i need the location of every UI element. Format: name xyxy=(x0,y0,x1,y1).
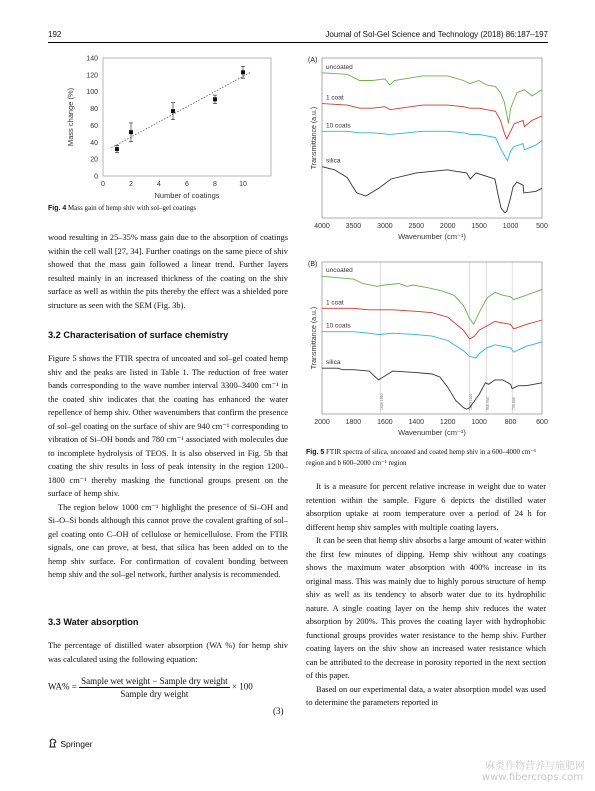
left-para-1-text: wood resulting in 25–35% mass gain due to the absorption of coatings within the cell wall [27, 34]. Further coatings on the same piece of shiv showed that the mass gain followed a linear trend. Further layers resulted mainly in an increased thickness of the coating on the shiv surface as well as within the pits thereby the effect was a shielded pore structure as seen with the SEM (Fig. 3b). xyxy=(48,233,288,310)
fig5a-chart xyxy=(306,50,551,246)
fig5b-series-line xyxy=(322,332,542,358)
eq-fraction xyxy=(79,676,230,699)
eq-numerator: Sample wet weight − Sample dry weight xyxy=(81,676,228,686)
eq-tail: × 100 xyxy=(231,681,253,692)
fig5a-series-label: 10 coats xyxy=(326,122,351,130)
fig5b-series-label: 1 coat xyxy=(326,299,344,307)
left-para-3-text: The region below 1000 cm⁻¹ highlight the presence of Si–OH and Si–O–Si bonds although this cannot prove the covalent grafting of sol–gel coating onto C–OH of cellulose or hemicellulose. From the FTIR signals, one can prove, at best, that silica has been added on to the hemp shiv surface. For confirmation of covalent bonding between hemp shiv and the sol–gel network, further analysis is recommended. xyxy=(48,502,288,579)
equation-number: (3) xyxy=(273,706,284,716)
fig5b-chart xyxy=(306,254,551,442)
fig5b-series-label: silica xyxy=(326,359,341,367)
fig5-caption-label: Fig. 5 xyxy=(306,449,325,456)
fig5b-x-tick-label: 600 xyxy=(536,419,548,426)
left-para-4-text: The percentage of distilled water absorption (WA %) for hemp shiv was calculated using the following equation: xyxy=(48,641,288,664)
fig5b-series-label: 10 coats xyxy=(326,322,351,330)
section-3-3-heading: 3.3 Water absorption xyxy=(48,617,139,627)
watermark-url: www.fibercrops.com xyxy=(481,772,583,783)
fig4-data-point xyxy=(171,109,175,113)
fig5b-x-tick-label: 800 xyxy=(504,419,517,426)
fig5b-y-axis-label: Transmittance (a.u.) xyxy=(311,306,318,370)
fig5a-x-tick-label: 4000 xyxy=(314,223,330,230)
right-para-2-text: It can be seen that hemp shiv absorbs a large amount of water within the first few minutes of dipping. Hemp shiv without any coatings shows the maximum water absorption with 400% increase in its original mass. This was mainly due to highly porous structure of hemp shiv as well as its tendency to absorb water due to its hydrophilic nature. A single coating layer on the hemp shiv reduces the water absorption by 200%. This proves the coating layer with hydrophobic functional groups provides water resistance to the hemp shiv. Further coating layers on the shiv show an increased water resistance which can be attributed to the decrease in porosity reported in the next section of this paper. xyxy=(306,536,546,680)
eq-denominator: Sample dry weight xyxy=(120,689,189,699)
fig5b-series-label: uncoated xyxy=(326,267,353,275)
fig5b-peak-annotation: 1630 1650 xyxy=(380,393,385,410)
fig4-caption xyxy=(48,203,288,214)
fig5a-series-label: uncoated xyxy=(326,63,353,71)
fig4-y-tick-label: 80 xyxy=(90,106,98,114)
fig4-data-point xyxy=(115,147,119,151)
fig5b-x-tick-label: 1400 xyxy=(408,419,425,426)
fig5a-x-tick-label: 500 xyxy=(536,223,548,230)
right-para-3-text: Based on our experimental data, a water absorption model was used to determine the parameters reported in xyxy=(306,684,546,707)
fig4-data-point xyxy=(213,97,217,101)
watermark-cn: 麻类作物营养与施肥网 xyxy=(485,761,585,772)
fig4-plot-frame xyxy=(103,58,271,176)
right-para-1-text: It is a measure for percent relative increase in weight due to water retention within the sample. Figure 6 depicts the distilled water absorption uptake at room temperature over a period of 24 h for different hemp shiv samples with multiple coating layers. xyxy=(306,482,546,532)
fig4-chart xyxy=(58,52,283,200)
springer-horse-icon xyxy=(48,738,58,748)
fig5b-peak-annotation: 790 800 xyxy=(512,397,517,410)
fig4-x-tick-label: 6 xyxy=(185,181,189,188)
fig4-x-tick-label: 10 xyxy=(239,181,247,188)
fig5-caption-text: FTIR spectra of silica, uncoated and coated hemp shiv in a 600–4000 cm⁻¹ region and b 600–2000 cm⁻¹ region xyxy=(306,448,537,467)
fig4-trendline xyxy=(111,72,251,148)
fig5a-panel-label: (A) xyxy=(308,57,318,64)
fig5a-series-line xyxy=(322,131,542,160)
fig4-x-tick-label: 4 xyxy=(157,181,161,188)
fig4-x-tick-label: 0 xyxy=(101,181,105,188)
fig5b-x-tick-label: 1800 xyxy=(345,419,362,426)
fig5b-x-tick-label: 2000 xyxy=(314,419,330,426)
fig5a-y-axis-label: Transmittance (a.u.) xyxy=(311,106,318,170)
fig5a-x-tick-label: 1000 xyxy=(502,223,519,230)
left-para-2-text: Figure 5 shows the FTIR spectra of uncoated and sol–gel coated hemp shiv and the peaks are listed in Table 1. The reduction of free water bands corresponding to the wave number interval 3300–3400 cm⁻¹ in the coated shiv indicates that the coating has enhanced the water repellence of hemp shiv. Other wavenumbers that confirm the presence of sol–gel coating on the surface of shiv are 940 cm⁻¹ corresponding to vibration of Si–OH bonds and 780 cm⁻¹ associated with molecules due to incomplete hydrolysis of TEOS. It is also observed in Fig. 5b that coating the shiv results in loss of peak intensity in the region 1200–1800 cm⁻¹ thereby masking the functional groups present on the surface of hemp shiv. xyxy=(48,354,288,498)
left-para-4 xyxy=(48,639,288,666)
fig5a-series-label: silica xyxy=(326,157,341,165)
fig4-y-tick-label: 20 xyxy=(90,156,98,164)
fig5b-x-tick-label: 1000 xyxy=(471,419,487,426)
fig4-y-tick-label: 120 xyxy=(86,72,98,80)
fig4-caption-text: Mass gain of hemp shiv with sol–gel coatings xyxy=(68,204,197,212)
fig4-y-tick-label: 140 xyxy=(86,55,98,63)
fig5a-x-tick-label: 2500 xyxy=(408,223,425,230)
right-column-text xyxy=(306,480,546,710)
fig4-y-tick-label: 60 xyxy=(90,122,98,130)
fig5b-x-axis-label: Wavenumber (cm⁻¹) xyxy=(398,428,466,437)
journal-header: Journal of Sol-Gel Science and Technology (2018) 86:187–197 xyxy=(325,30,548,39)
fig5a-series-line xyxy=(322,73,542,124)
fig5a-series-line xyxy=(322,167,542,213)
fig4-data-point xyxy=(241,70,245,74)
fig5b-x-tick-label: 1600 xyxy=(377,419,393,426)
header-rule xyxy=(48,42,548,43)
fig5b-series-line xyxy=(322,368,542,409)
fig5b-plot-frame xyxy=(322,262,542,414)
fig5-caption xyxy=(306,447,546,468)
fig5a-x-tick-label: 3500 xyxy=(345,223,362,230)
left-para-1 xyxy=(48,231,288,312)
fig5a-series-label: 1 coat xyxy=(326,94,344,102)
fig5a-x-tick-label: 3000 xyxy=(377,223,393,230)
fig4-y-tick-label: 100 xyxy=(86,89,98,97)
fig4-y-axis-label: Mass change (%) xyxy=(66,87,75,147)
equation-3 xyxy=(48,676,253,699)
fig4-data-point xyxy=(129,130,133,134)
fig4-x-tick-label: 2 xyxy=(129,181,133,188)
fig5a-plot-frame xyxy=(322,58,542,218)
fig5b-x-tick-label: 1200 xyxy=(439,419,456,426)
fig5a-x-tick-label: 1500 xyxy=(471,223,487,230)
left-para-2 xyxy=(48,352,288,582)
fig5b-peak-annotation: 955 940 xyxy=(486,397,491,410)
fig5b-panel-label: (B) xyxy=(308,261,318,268)
page-number: 192 xyxy=(48,30,62,39)
fig4-y-tick-label: 40 xyxy=(90,139,98,147)
eq-lhs: WA% = xyxy=(48,681,77,692)
fig5b-series-line xyxy=(322,276,542,324)
publisher-footer xyxy=(48,738,93,749)
fig5b-peak-annotation: 1063 1100 xyxy=(469,393,474,410)
fig5a-x-tick-label: 2000 xyxy=(439,223,456,230)
fig4-x-tick-label: 8 xyxy=(213,181,217,188)
fig5b-series-line xyxy=(322,308,542,339)
fig5a-x-axis-label: Wavenumber (cm⁻¹) xyxy=(398,232,466,241)
section-3-2-heading: 3.2 Characterisation of surface chemistry xyxy=(48,330,229,340)
publisher-name: Springer xyxy=(60,739,93,749)
fig4-caption-label: Fig. 4 xyxy=(48,205,67,212)
fig4-x-axis-label: Number of coatings xyxy=(154,191,220,200)
fig4-y-tick-label: 0 xyxy=(94,173,98,181)
